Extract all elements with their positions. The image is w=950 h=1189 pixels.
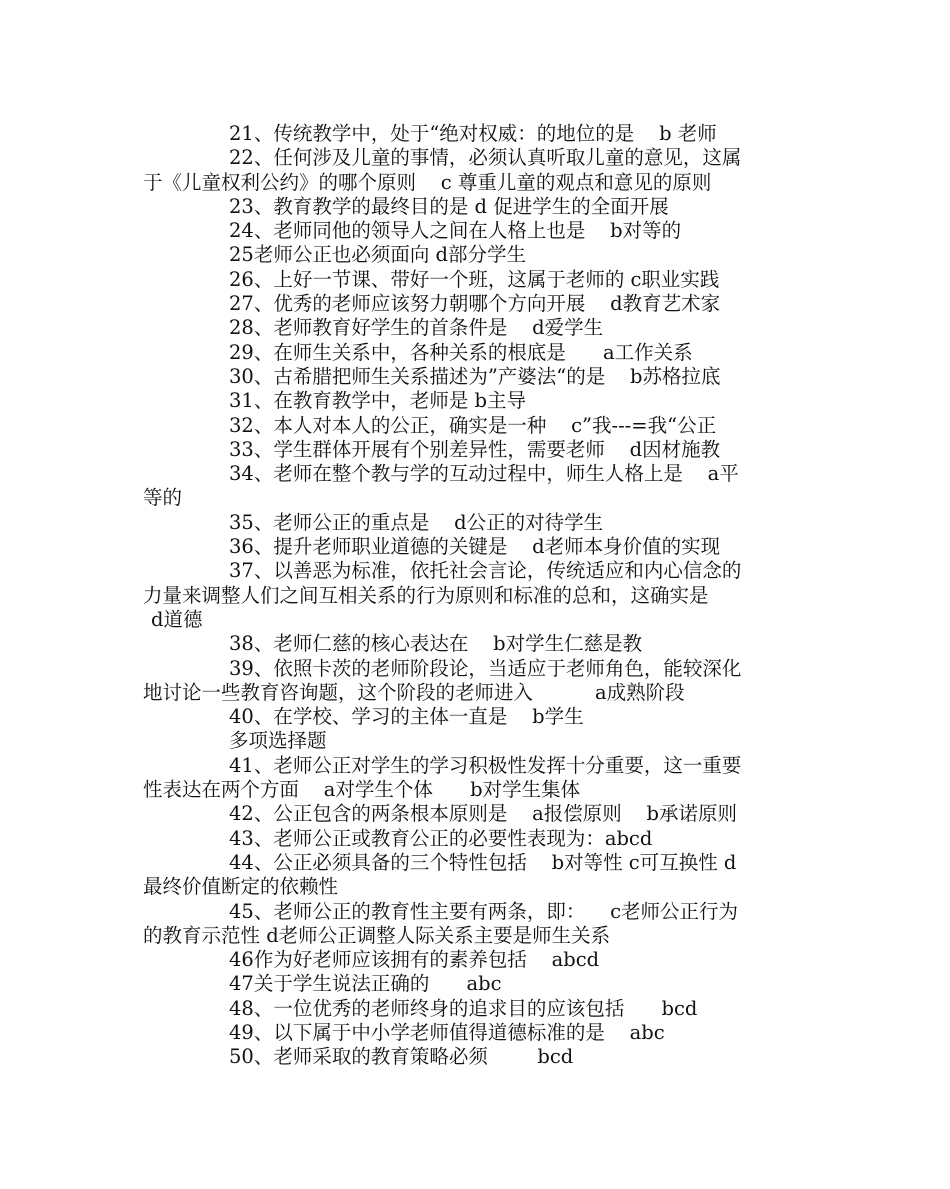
- text-line: 47关于学生说法正确的 abc: [229, 972, 502, 996]
- text-line: 43、老师公正或教育公正的必要性表现为：abcd: [229, 826, 653, 850]
- text-line: 30、古希腊把师生关系描述为”产婆法“的是 b苏格拉底: [229, 364, 721, 388]
- section-heading: 多项选择题: [229, 729, 327, 753]
- text-line: 最终价值断定的依赖性: [143, 875, 339, 899]
- text-line: 22、任何涉及儿童的事情，必须认真听取儿童的意见，这属: [229, 146, 742, 170]
- text-line: 地讨论一些教育咨询题，这个阶段的老师进入 a成熟阶段: [143, 680, 685, 704]
- text-line: 42、公正包含的两条根本原则是 a报偿原则 b承诺原则: [229, 802, 738, 826]
- text-line: 50、老师采取的教育策略必须 bcd: [229, 1045, 574, 1069]
- text-line: 39、依照卡茨的老师阶段论，当适应于老师角色，能较深化: [229, 656, 742, 680]
- text-line: 38、老师仁慈的核心表达在 b对学生仁慈是教: [229, 632, 643, 656]
- text-line: 23、教育教学的最终目的是 d 促进学生的全面开展: [229, 194, 669, 218]
- text-line: 等的: [143, 486, 183, 510]
- text-line: d道德: [151, 607, 203, 631]
- text-line: 26、上好一节课、带好一个班，这属于老师的 c职业实践: [229, 267, 720, 291]
- text-line: 46作为好老师应该拥有的素养包括 abcd: [229, 948, 600, 972]
- text-line: 34、老师在整个教与学的互动过程中，师生人格上是 a平: [229, 462, 739, 486]
- text-line: 33、学生群体开展有个别差异性，需要老师 d因材施教: [229, 437, 721, 461]
- text-line: 力量来调整人们之间互相关系的行为原则和标准的总和，这确实是: [143, 583, 709, 607]
- text-line: 21、传统教学中，处于“绝对权威：的地位的是 b 老师: [229, 122, 717, 145]
- text-line: 性表达在两个方面 a对学生个体 b对学生集体: [143, 778, 581, 802]
- text-line: 32、本人对本人的公正，确实是一种 c”我---=我“公正: [229, 413, 717, 437]
- text-line: 28、老师教育好学生的首条件是 d爱学生: [229, 316, 604, 340]
- text-line: 44、公正必须具备的三个特性包括 b对等性 c可互换性 d: [229, 850, 737, 874]
- text-line: 49、以下属于中小学老师值得道德标准的是 abc: [229, 1020, 665, 1044]
- text-line: 45、老师公正的教育性主要有两条，即： c老师公正行为: [229, 899, 739, 923]
- text-line: 41、老师公正对学生的学习积极性发挥十分重要，这一重要: [229, 753, 742, 777]
- text-line: 40、在学校、学习的主体一直是 b学生: [229, 705, 584, 729]
- text-line: 31、在教育教学中，老师是 b主导: [229, 389, 526, 413]
- document-body: [143, 122, 815, 1070]
- text-line: 27、优秀的老师应该努力朝哪个方向开展 d教育艺术家: [229, 292, 721, 316]
- text-line: 29、在师生关系中，各种关系的根底是 a工作关系: [229, 340, 693, 364]
- text-line: 48、一位优秀的老师终身的追求目的应该包括 bcd: [229, 996, 698, 1020]
- text-line: 37、以善恶为标准，依托社会言论，传统适应和内心信念的: [229, 559, 742, 583]
- text-line: 25老师公正也必须面向 d部分学生: [229, 243, 526, 267]
- text-line: 35、老师公正的重点是 d公正的对待学生: [229, 510, 604, 534]
- text-line: 36、提升老师职业道德的关键是 d老师本身价值的实现: [229, 535, 721, 559]
- text-line: 的教育示范性 d老师公正调整人际关系主要是师生关系: [143, 923, 611, 947]
- text-line: 于《儿童权利公约》的哪个原则 c 尊重儿童的观点和意见的原则: [143, 170, 712, 194]
- text-line: 24、老师同他的领导人之间在人格上也是 b对等的: [229, 219, 682, 243]
